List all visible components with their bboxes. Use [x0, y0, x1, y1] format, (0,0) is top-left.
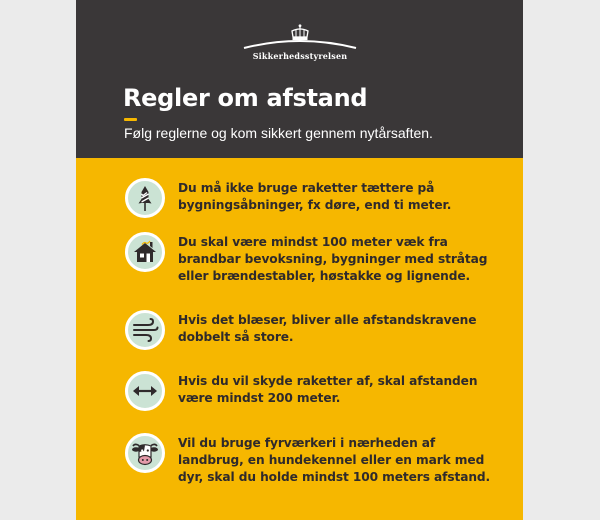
logo-text: Sikkerhedsstyrelsen — [252, 51, 348, 61]
wind-icon — [125, 310, 165, 350]
double-arrow-icon — [125, 371, 165, 411]
rule-text: Hvis du vil skyde raketter af, skal afstanden være mindst 200 meter. — [178, 374, 478, 405]
rule-text: Hvis det blæser, bliver alle afstandskravene dobbelt så store. — [178, 313, 477, 344]
header — [76, 0, 523, 158]
rule-text: Du skal være mindst 100 meter væk fra brandbar bevoksning, bygninger med stråtag eller brændestabler, høstakke og lignende. — [178, 235, 488, 283]
page-subtitle: Følg reglerne og kom sikkert gennem nytårsaften. — [124, 125, 433, 141]
rule-text: Du må ikke bruge raketter tættere på bygningsåbninger, fx døre, end ti meter. — [178, 181, 452, 212]
logo — [242, 24, 358, 64]
page-title: Regler om afstand — [123, 84, 368, 112]
rules-list — [76, 158, 523, 520]
infographic-card — [76, 0, 523, 520]
house-icon — [125, 232, 165, 272]
cow-icon — [125, 433, 165, 473]
logo-arc — [242, 36, 358, 50]
rule-text: Vil du bruge fyrværkeri i nærheden af landbrug, en hundekennel eller en mark med dyr, skal du holde mindst 100 meters afstand. — [178, 436, 491, 484]
title-accent — [124, 118, 137, 121]
rocket-icon — [125, 178, 165, 218]
